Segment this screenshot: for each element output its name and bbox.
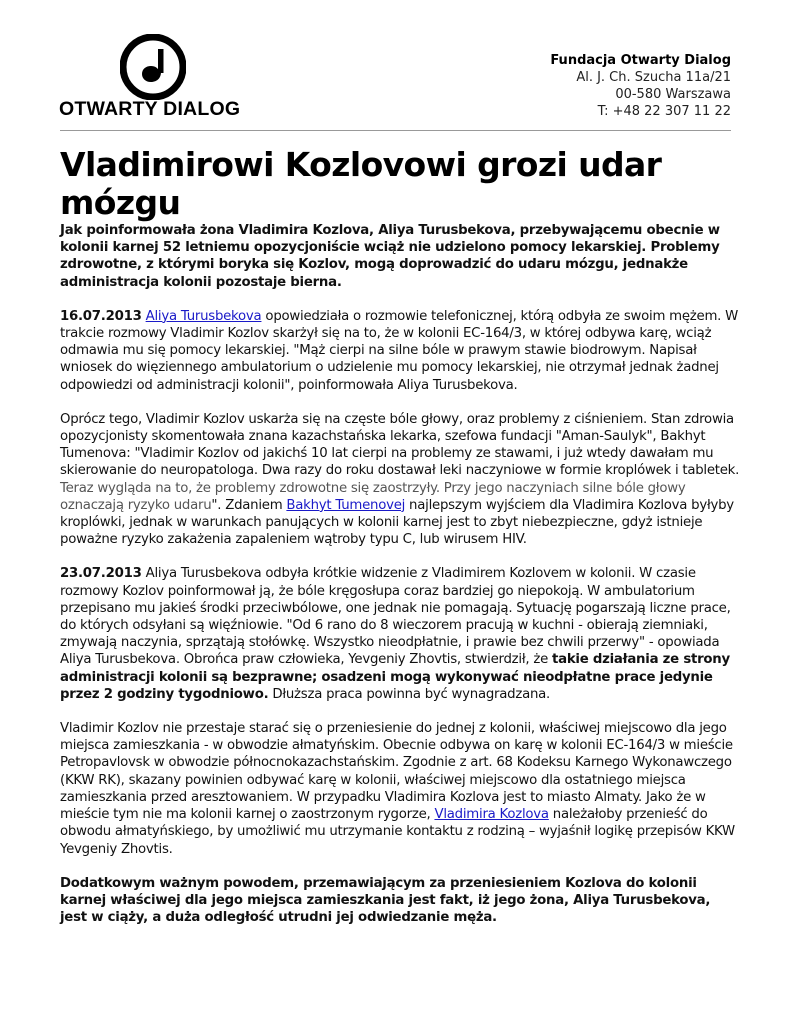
link-bakhyt-tumenovej[interactable]: Bakhyt Tumenovej [286,497,406,513]
link-vladimira-kozlova[interactable]: Vladimira Kozlova [434,807,549,823]
org-name: Fundacja Otwarty Dialog [550,53,731,68]
paragraph-3-text-1: Aliya Turusbekova odbyła krótkie widzenie z Vladimirem Kozlovem w kolonii. W czasie rozmowy Kozlov poinformował ją, że bóle kręgosłupa coraz bardziej go niepokoją. W ambulatorium przepisano mu jakieś środki przeciwbólowe, one jednak nie pomagają. Sytuację pogarszają liczne prace, do których odsyłani są więźniowie. "Od 6 rano do 8 wieczorem pracują w kuchni - obierają ziemniaki, zmywają naczynia, sprzątają stołówkę. Wszystko nieodpłatnie, i prawie bez chwili przerwy" - opowiada Aliya Turusbekova. Obrońca praw człowieka, Yevgeniy Zhovtis, stwierdził, że [60,566,731,668]
link-aliya-turusbekova[interactable]: Aliya Turusbekova [145,308,262,324]
logo-text: OTWARTY DIALOG [59,98,241,120]
header-divider [60,130,731,131]
address-line: Al. J. Ch. Szucha 11a/21 [576,70,731,85]
date-1: 16.07.2013 [60,308,142,324]
paragraph-2-text-1: Oprócz tego, Vladimir Kozlov uskarża się na częste bóle głowy, oraz problemy z ciśnieniem. Stan zdrowia opozycjonisty skomentowała znana kazachstańska lekarka, szefowa fundacji "Aman-Saulyk", Bakhyt Tumenova: "Vladimir Kozlov od jakichś 10 lat cierpi na problemy ze stawami, i już wtedy dawałam mu skierowanie do neuropatologa. Dwa razy do roku dostawał leki naczyniowe w formie kroplówek i tabletek. [60,411,740,479]
paragraph-4 [60,720,740,858]
logo [59,34,249,124]
paragraph-3-bold: takie działania ze strony administracji kolonii są bezprawne; osadzeni mogą wykonywać nieodpłatne prace jedynie przez 2 godziny tygodniowo. [60,652,730,702]
city-line: 00-580 Warszawa [615,87,731,102]
phone-line: T: +48 22 307 11 22 [597,104,731,119]
article-lead: Jak poinformowała żona Vladimira Kozlova, Aliya Turusbekova, przebywającemu obecnie w kolonii karnej 52 letniemu opozycjoniście wciąż nie udzielono pomocy lekarskiej. Problemy zdrowotne, z którymi boryka się Kozlov, mogą doprowadzić do udaru mózgu, jednakże administracja kolonii pozostaje bierna. [60,223,720,290]
article-title: Vladimirowi Kozlovowi grozi udar mózgu [60,145,662,222]
date-2: 23.07.2013 [60,566,142,582]
otwarty-dialog-logo-icon [120,34,186,100]
paragraph-2 [60,411,740,549]
paragraph-4-text-2: należałoby przenieść do obwodu ałmatyńskiego, by umożliwić mu utrzymanie kontaktu z rodziną – wyjaśnił logikę przepisów KKW Yevgeniy Zhovtis. [60,807,735,857]
article [60,146,740,926]
paragraph-2-text-3: najlepszym wyjściem dla Vladimira Kozlova byłyby kroplówki, jednak w warunkach panujących w kolonii karnej jest to zbyt niebezpieczne, gdyż istnieje poważne ryzyko zakażenia zapaleniem wątroby typu C, lub wirusem HIV. [60,497,734,548]
paragraph-5-bold: Dodatkowym ważnym powodem, przemawiającym za przeniesieniem Kozlova do kolonii karnej właściwej dla jego miejsca zamieszkania jest fakt, iż jego żona, Aliya Turusbekova, jest w ciąży, a duża odległość utrudni jej odwiedzanie męża. [60,875,711,926]
paragraph-1-text: opowiedziała o rozmowie telefonicznej, którą odbyła ze swoim mężem. W trakcie rozmowy Vladimir Kozlov skarżył się na to, że w kolonii EC-164/3, w której odbywa karę, wciąż odmawia mu się pomocy lekarskiej. "Mąż cierpi na silne bóle w prawym stawie biodrowym. Napisał wniosek do więziennego ambulatorium o udzielenie mu pomocy lekarskiej, nie otrzymał jednak żadnej odpowiedzi od administracji kolonii", poinformowała Aliya Turusbekova. [60,308,739,393]
paragraph-5 [60,875,740,927]
contact-block [550,52,731,120]
paragraph-2-text-2: ". Zdaniem [211,497,287,513]
paragraph-1 [60,308,740,394]
paragraph-2-gray-quote: Teraz wygląda na to, że problemy zdrowotne się zaostrzyły. Przy jego naczyniach silne bóle głowy oznaczają ryzyko udaru [60,480,686,513]
paragraph-3 [60,565,740,703]
paragraph-3-text-2: Dłuższa praca powinna być wynagradzana. [268,686,551,702]
paragraph-4-text-1: Vladimir Kozlov nie przestaje starać się o przeniesienie do jednej z kolonii, właściwej miejscowo dla jego miejsca zamieszkania - w obwodzie ałmatyńskim. Obecnie odbywa on karę w kolonii EC-164/3 w mieście Petropavlovsk w obwodzie północnokazachstańskim. Zgodnie z art. 68 Kodeksu Karnego Wykonawczego (KKW RK), skazany powinien odbywać karę w kolonii, właściwej miejscowo dla ostatniego miejsca zamieszkania przed aresztowaniem. W przypadku Vladimira Kozlova jest to miasto Almaty. Jako że w mieście tym nie ma kolonii karnej o zaostrzonym rygorze, [60,721,733,823]
